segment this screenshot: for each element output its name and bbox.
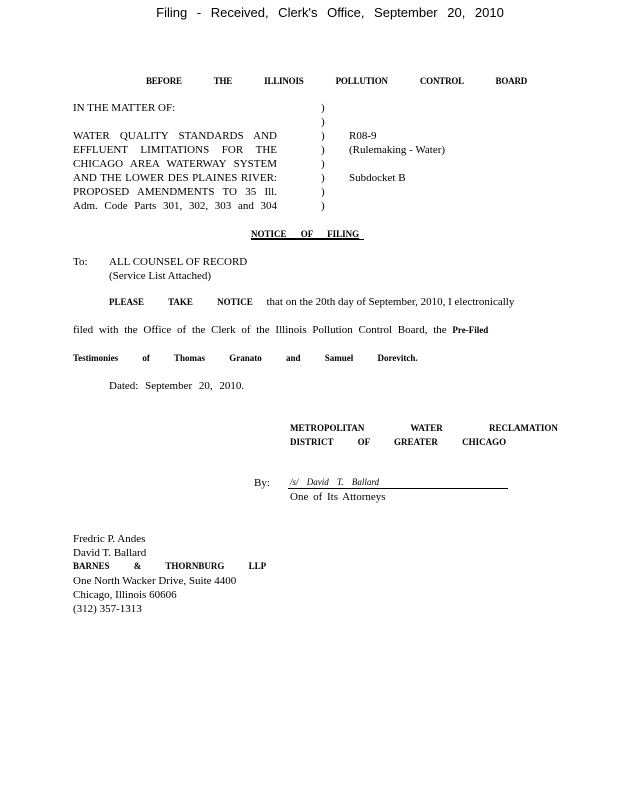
firm-name: BARNES & THORNBURG LLP	[73, 561, 267, 571]
signature-line	[288, 488, 508, 489]
to-recipients	[109, 255, 247, 283]
caption-line-3: CHICAGO AREA WATERWAY SYSTEM	[73, 158, 277, 170]
org-line-2: DISTRICT OF GREATER CHICAGO	[290, 437, 507, 447]
notice-paragraph-line-3: Testimonies of Thomas Granato and Samuel Dorevitch.	[73, 353, 418, 363]
notice-underline	[251, 239, 364, 240]
paren: )	[321, 102, 325, 114]
caption-line-6: Adm. Code Parts 301, 302, 303 and 304	[73, 200, 277, 212]
docket-type: (Rulemaking - Water)	[349, 144, 446, 156]
caption-line-2: EFFLUENT LIMITATIONS FOR THE	[73, 144, 277, 156]
docket-number: R08-9	[349, 130, 377, 142]
date-line: Dated: September 20, 2010.	[109, 380, 245, 392]
counsel-name-2: David T. Ballard	[73, 547, 147, 559]
blank-line	[349, 157, 445, 171]
caption-line-5: PROPOSED AMENDMENTS TO 35 Ill.	[73, 186, 277, 198]
address-line-2: Chicago, Illinois 60606	[73, 589, 177, 601]
paren: )	[321, 116, 325, 128]
attorneys-label: One of Its Attorneys	[290, 491, 386, 503]
notice-paragraph-line-2	[73, 324, 488, 336]
notice-text-2: filed with the Office of the Clerk of the Illinois Pollution Control Board, the	[73, 324, 447, 336]
paren: )	[321, 144, 325, 156]
signature: /s/ David T. Ballard	[290, 477, 380, 487]
please-take-notice: PLEASE TAKE NOTICE	[109, 297, 253, 307]
by-label: By:	[254, 477, 270, 489]
paren: )	[321, 158, 325, 170]
notice-paragraph-line-1	[109, 296, 514, 308]
service-list-note: (Service List Attached)	[109, 270, 212, 282]
notice-text-1: that on the 20th day of September, 2010, I electronically	[266, 296, 515, 308]
notice-title: NOTICE OF FILING	[251, 229, 360, 239]
to-label: To:	[73, 256, 88, 268]
pre-filed: Pre-Filed	[452, 325, 489, 335]
caption-line-1: WATER QUALITY STANDARDS AND	[73, 130, 277, 142]
recipient: ALL COUNSEL OF RECORD	[109, 256, 248, 268]
phone: (312) 357-1313	[73, 603, 142, 615]
docket-info	[349, 129, 445, 185]
counsel-name-1: Fredric P. Andes	[73, 533, 146, 545]
paren: )	[321, 130, 325, 142]
filing-stamp: Filing - Received, Clerk's Office, September 20, 2010	[156, 5, 504, 20]
org-line-1: METROPOLITAN WATER RECLAMATION	[290, 423, 558, 433]
address-line-1: One North Wacker Drive, Suite 4400	[73, 575, 237, 587]
blank-line	[73, 115, 277, 129]
organization	[290, 423, 558, 451]
board-title: BEFORE THE ILLINOIS POLLUTION CONTROL BOARD	[146, 76, 528, 86]
in-the-matter: IN THE MATTER OF:	[73, 102, 176, 114]
counsel-block	[73, 533, 266, 617]
case-caption	[73, 101, 277, 213]
caption-line-4: AND THE LOWER DES PLAINES RIVER:	[73, 172, 277, 184]
paren: )	[321, 186, 325, 198]
subdocket: Subdocket B	[349, 172, 406, 184]
caption-parens	[321, 101, 325, 213]
paren: )	[321, 200, 325, 212]
paren: )	[321, 172, 325, 184]
